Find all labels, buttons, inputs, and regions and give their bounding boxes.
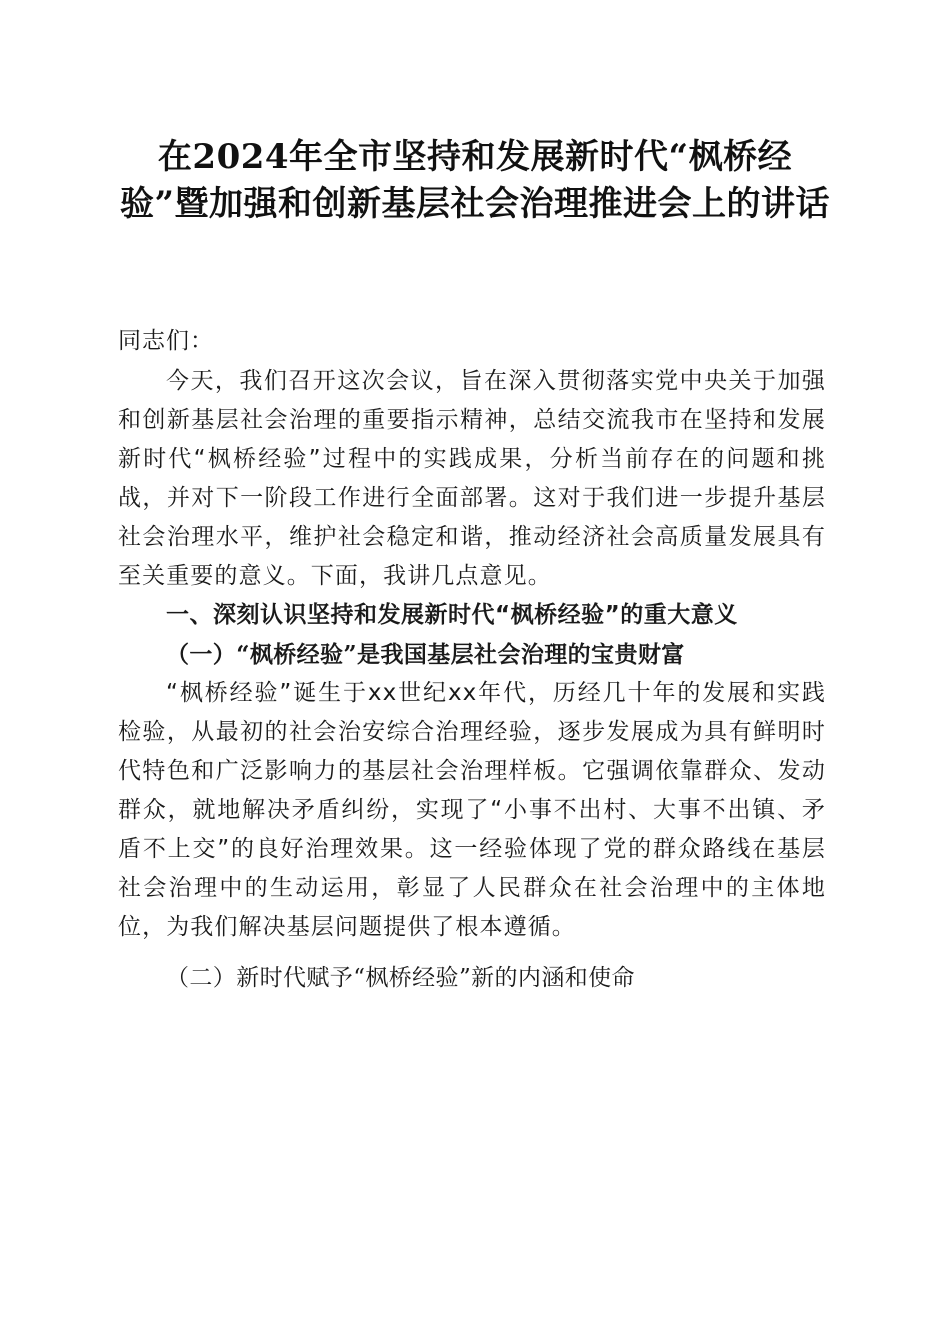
- intro-paragraph: 今天，我们召开这次会议，旨在深入贯彻落实党中央关于加强和创新基层社会治理的重要指示精神，总结交流我市在坚持和发展新时代“枫桥经验”过程中的实践成果，分析当前存在的问题和挑战，并对下一阶段工作进行全面部署。这对于我们进一步提升基层社会治理水平，维护社会稳定和谐，推动经济社会高质量发展具有至关重要的意义。下面，我讲几点意见。: [118, 368, 826, 589]
- section-heading-1: 一、深刻认识坚持和发展新时代“枫桥经验”的重大意义: [166, 602, 738, 628]
- document-title: 在2024年全市坚持和发展新时代“枫桥经验”暨加强和创新基层社会治理推进会上的讲话: [119, 137, 831, 224]
- salutation: 同志们：: [118, 328, 214, 354]
- subsection-heading-1: （一）“枫桥经验”是我国基层社会治理的宝贵财富: [166, 641, 685, 668]
- subsection-paragraph-1: “枫桥经验”诞生于xx世纪xx年代，历经几十年的发展和实践检验，从最初的社会治安综合治理经验，逐步发展成为具有鲜明时代特色和广泛影响力的基层社会治理样板。它强调依靠群众、发动群众，就地解决矛盾纠纷，实现了“小事不出村、大事不出镇、矛盾不上交”的良好治理效果。这一经验体现了党的群众路线在基层社会治理中的生动运用，彰显了人民群众在社会治理中的主体地位，为我们解决基层问题提供了根本遵循。: [118, 680, 826, 940]
- document-body: [118, 322, 826, 998]
- subsection-heading-2: （二）新时代赋予“枫桥经验”新的内涵和使命: [166, 965, 635, 991]
